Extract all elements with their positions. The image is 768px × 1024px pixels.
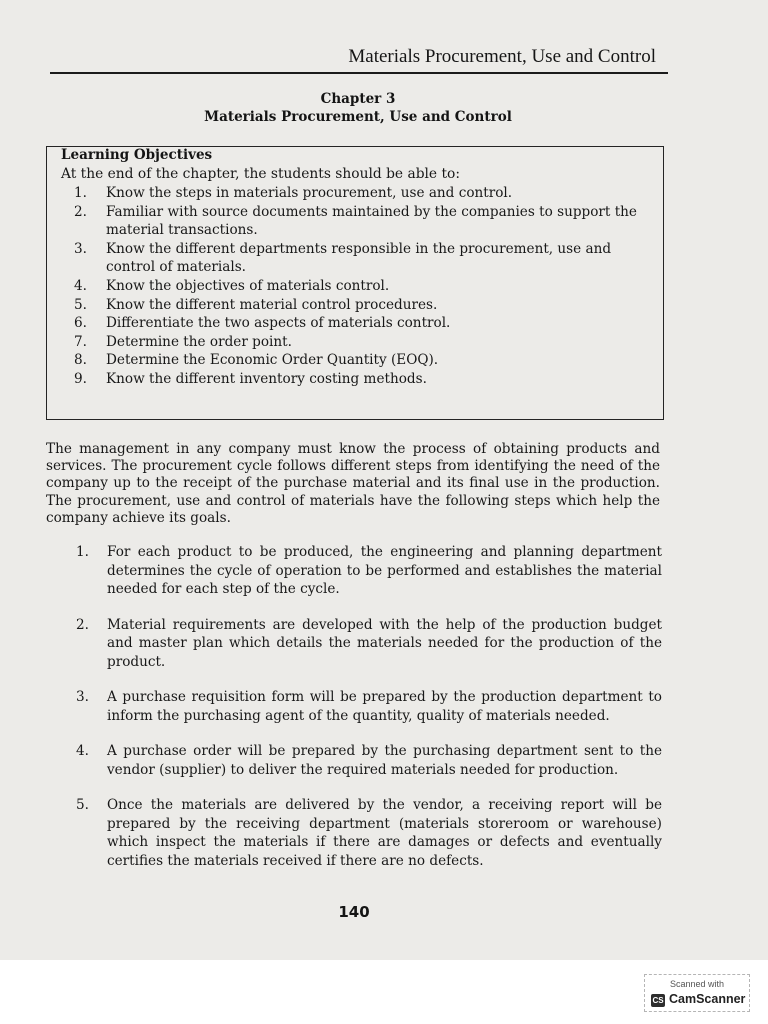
page-number: 140 [338, 903, 370, 921]
objective-item: 7. Determine the order point. [74, 333, 292, 350]
step-item: 2. Material requirements are developed with the help of the production budget and master plan which details the materials needed for the production of the product. [76, 616, 662, 670]
objective-item: 1. Know the steps in materials procurement, use and control. [74, 185, 513, 201]
intro-paragraph: The management in any company must know the process of obtaining products and services. The procurement cycle follows different steps from identifying the need of the company up to the receipt of the purchase material and its final use in the production. The procurement, use and control of materials have the following steps which help the company achieve its goals. [46, 441, 660, 526]
objective-item: 2. Familiar with source documents maintained by the companies to support the material transactions. [74, 203, 637, 239]
objective-item: 4. Know the objectives of materials control. [74, 277, 390, 294]
learning-objectives-heading: Learning Objectives [61, 147, 213, 163]
objective-item: 3. Know the different departments responsible in the procurement, use and control of materials. [74, 240, 612, 276]
camscanner-logo-icon: CS [652, 996, 664, 1005]
camscanner-watermark [644, 974, 750, 1012]
procurement-steps-list [70, 543, 662, 887]
step-item: 5. Once the materials are delivered by the vendor, a receiving report will be prepared by the receiving department (materials storeroom or warehouse) which inspect the materials if there are damages or defects and eventually certifies the materials received if there are no defects. [76, 797, 662, 869]
watermark-brand: CamScanner [669, 992, 746, 1006]
objective-item: 8. Determine the Economic Order Quantity (EOQ). [74, 352, 439, 369]
step-item: 1. For each product to be produced, the engineering and planning department determines the cycle of operation to be performed and establishes the material needed for each step of the cycle. [76, 544, 662, 597]
chapter-title: Materials Procurement, Use and Control [204, 109, 512, 125]
header-rule [50, 72, 668, 74]
learning-objectives-list [62, 184, 642, 389]
objective-item: 5. Know the different material control procedures. [74, 296, 438, 313]
chapter-number: Chapter 3 [320, 91, 396, 107]
step-item: 4. A purchase order will be prepared by the purchasing department sent to the vendor (supplier) to deliver the required materials needed for production. [76, 743, 662, 778]
objective-item: 6. Differentiate the two aspects of materials control. [74, 315, 451, 332]
learning-objectives-intro: At the end of the chapter, the students should be able to: [61, 166, 460, 182]
watermark-caption: Scanned with [669, 979, 725, 989]
objective-item: 9. Know the different inventory costing methods. [74, 370, 427, 387]
running-head: Materials Procurement, Use and Control [348, 46, 656, 67]
step-item: 3. A purchase requisition form will be prepared by the production department to inform the purchasing agent of the quantity, quality of materials needed. [76, 689, 662, 724]
